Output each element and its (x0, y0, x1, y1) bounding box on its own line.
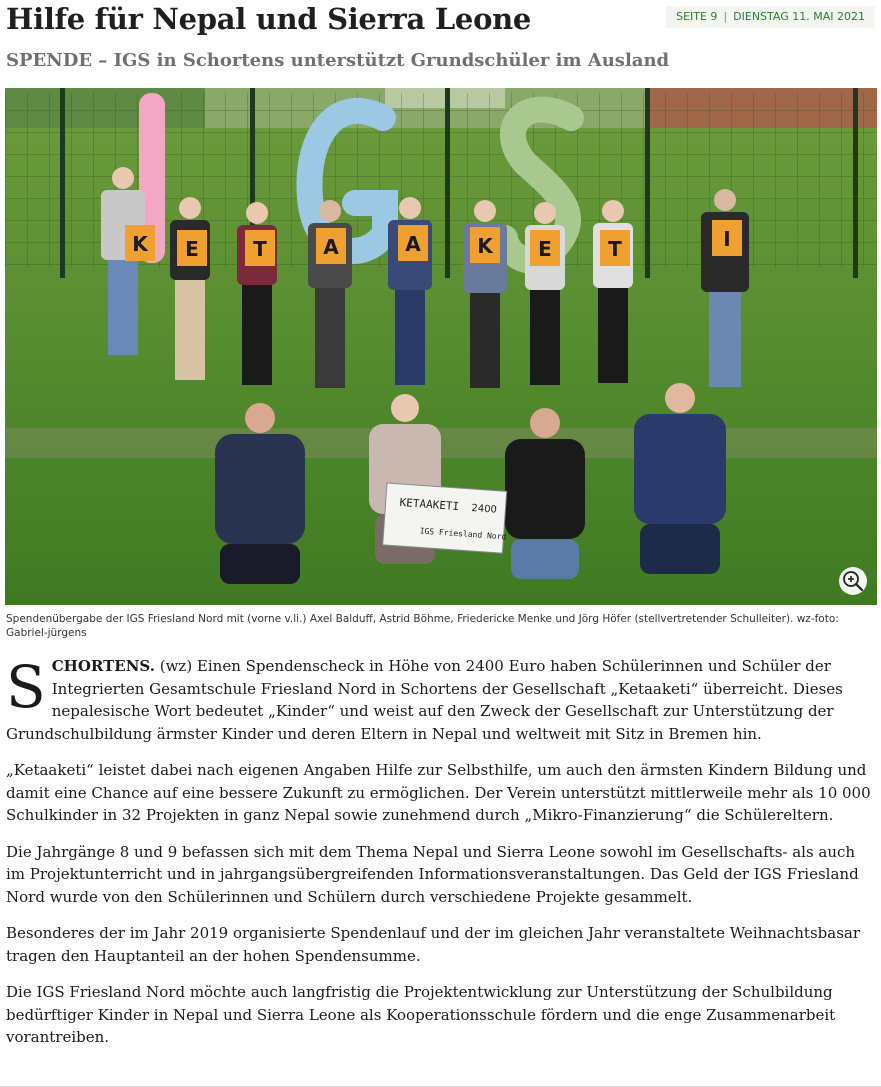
publication-date: DIENSTAG 11. MAI 2021 (733, 10, 865, 23)
donation-check (383, 483, 510, 553)
article-paragraph-1 (6, 655, 874, 745)
article-title: Hilfe für Nepal und Sierra Leone (6, 2, 532, 36)
drop-cap: S (6, 653, 46, 721)
letter-sign (177, 230, 207, 266)
letter-sign (398, 225, 428, 261)
letter-sign-text: E (185, 237, 199, 261)
letter-sign (470, 227, 500, 263)
letter-sign-text: T (608, 237, 622, 261)
svg-text:KETAAKETI: KETAAKETI (399, 495, 460, 514)
meta-separator: | (723, 10, 728, 23)
svg-text:IGS Friesland Nord: IGS Friesland Nord (419, 526, 507, 542)
article-paragraph-2: „Ketaaketi“ leistet dabei nach eigenen Angaben Hilfe zur Selbsthilfe, um auch den ärmsten Kindern Bildung und damit eine Chance auf eine bessere Zukunft zu ermöglichen. Der Verein unterstützt mittlerweile mehr als 10 000 Schulkinder in 32 Projekten in ganz Nepal sowie zunehmend durch „Mikro-Finanzierung“ die Schülereltern. (6, 761, 871, 824)
page-date-badge (666, 6, 875, 28)
letter-sign-text: E (538, 237, 552, 261)
paragraph-1-text: (wz) Einen Spendenscheck in Höhe von 2400 Euro haben Schülerinnen und Schüler der Integrierten Gesamtschule Friesland Nord in Schortens der Gesellschaft „Ketaaketi“ überreicht. Dieses nepalesische Wort bedeutet „Kinder“ und weist auf den Zweck der Gesellschaft zur Unterstützung der Grundschulbildung ärmster Kinder und deren Eltern in Nepal und weltweit mit Sitz in Bremen hin. (6, 657, 843, 743)
letter-sign (245, 230, 275, 266)
page-number: SEITE 9 (676, 10, 718, 23)
magnifier-plus-icon (839, 567, 867, 595)
letter-sign-text: K (132, 232, 148, 256)
article-paragraph-5: Die IGS Friesland Nord möchte auch langfristig die Projektentwicklung zur Unterstützung der Schulbildung bedürftiger Kinder in Nepal und Sierra Leone als Kooperationsschule fördern und die enge Zusammenarbeit vorantreiben. (6, 983, 836, 1046)
photo-illustration (5, 88, 877, 605)
letter-sign (600, 230, 630, 266)
article-photo (5, 88, 877, 605)
letter-sign-text: T (253, 237, 267, 261)
article-paragraph-4: Besonderes der im Jahr 2019 organisierte Spendenlauf und der im gleichen Jahr veranstaltete Weihnachtsbasar tragen den Hauptanteil an der hohen Spendensumme. (6, 924, 861, 965)
letter-sign-text: A (323, 235, 339, 259)
letter-sign (712, 220, 742, 256)
letter-sign (125, 225, 155, 261)
letter-sign (530, 230, 560, 266)
article-subtitle: SPENDE – IGS in Schortens unterstützt Grundschüler im Ausland (6, 50, 670, 71)
dateline: CHORTENS. (51, 657, 155, 675)
letter-sign (316, 228, 346, 264)
photo-caption: Spendenübergabe der IGS Friesland Nord mit (vorne v.li.) Axel Balduff, Astrid Böhme, Friedericke Menke und Jörg Höfer (stellvertretender Schulleiter). wz-foto: Gabriel-jürgens (6, 613, 839, 639)
article-body (6, 655, 874, 1063)
zoom-button[interactable] (839, 567, 867, 595)
article-paragraph-3: Die Jahrgänge 8 und 9 befassen sich mit dem Thema Nepal und Sierra Leone sowohl im Gesellschafts- als auch im Projektunterricht und in jahrgangsübergreifenden Informationsveranstaltungen. Das Geld der IGS Friesland Nord wurde von den Schülerinnen und Schülern durch verschiedene Projekte gesammelt. (6, 842, 859, 906)
letter-sign-text: K (477, 234, 493, 258)
svg-text:2400: 2400 (471, 502, 498, 516)
letter-sign-text: I (723, 227, 731, 251)
letter-sign-text: A (405, 232, 421, 256)
